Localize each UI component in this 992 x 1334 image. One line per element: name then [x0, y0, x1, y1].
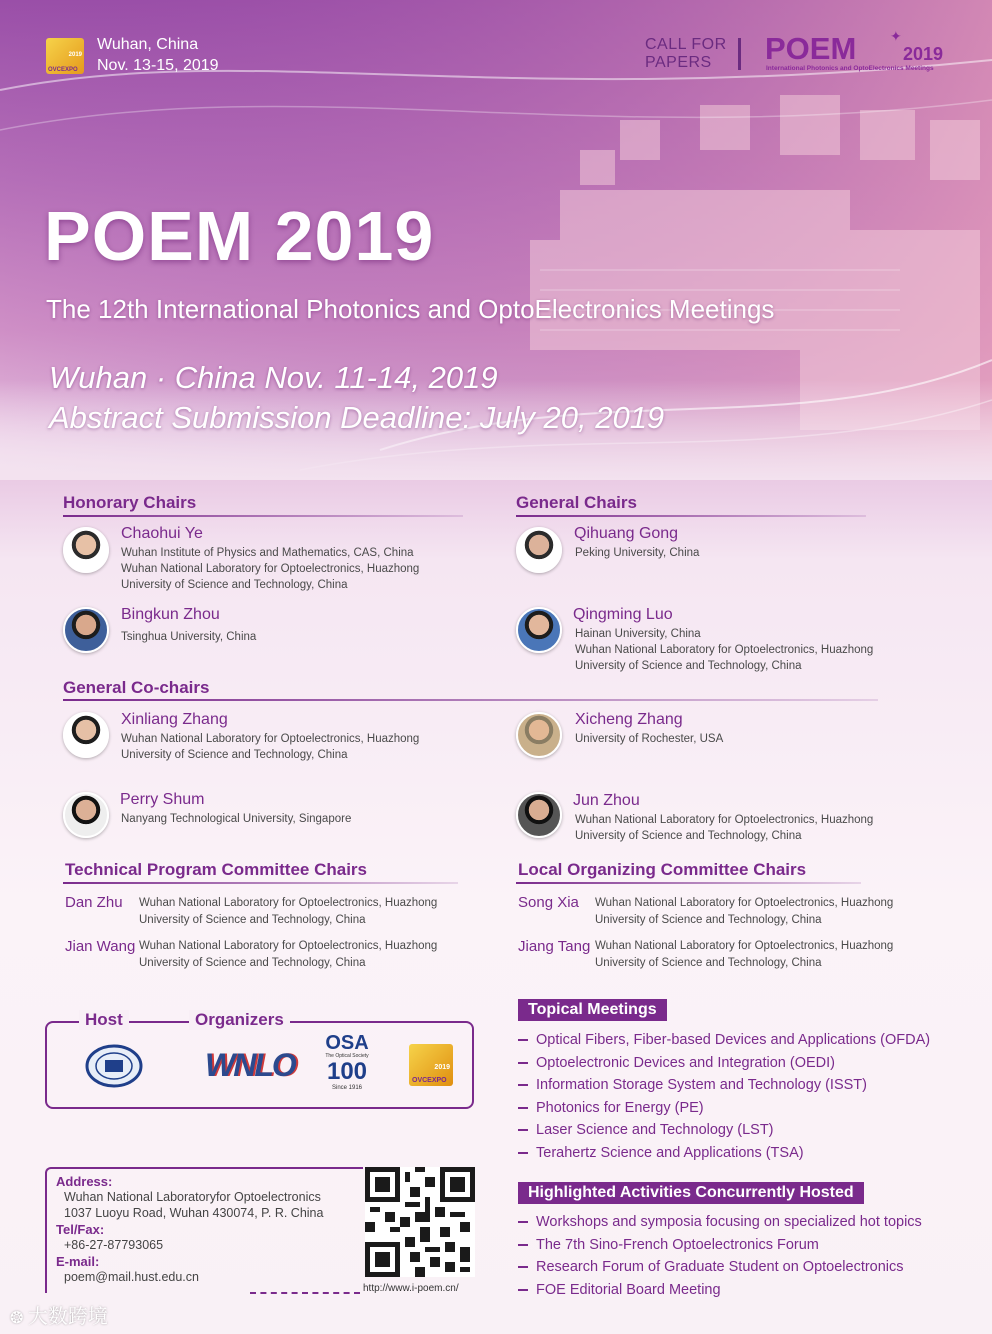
qr-code-icon[interactable] — [365, 1167, 475, 1277]
cfp-line-2: PAPERS — [645, 54, 712, 71]
list-item: FOE Editorial Board Meeting — [518, 1282, 721, 1298]
loc-rule — [516, 882, 861, 884]
affiliation-line: Wuhan National Laboratory for Optoelectronics, Huazhong — [575, 644, 874, 656]
osa-100: 100 — [326, 1058, 368, 1085]
affiliation-line: Hainan University, China — [575, 628, 701, 640]
website-link[interactable]: http://www.i-poem.cn/ — [363, 1283, 459, 1294]
person-affiliation — [121, 545, 419, 593]
avatar — [516, 792, 562, 838]
affiliation-line: Wuhan National Laboratory for Optoelectronics, Huazhong — [139, 940, 438, 952]
person-affiliation — [139, 895, 437, 928]
person-name: Qingming Luo — [573, 606, 673, 623]
email-value[interactable]: poem@mail.hust.edu.cn — [64, 1270, 199, 1284]
list-item: Optical Fibers, Fiber-based Devices and Applications (OFDA) — [518, 1032, 930, 1048]
avatar — [63, 712, 109, 758]
list-item: Photonics for Energy (PE) — [518, 1100, 704, 1116]
wnlo-logo: WNLO — [205, 1047, 295, 1083]
co-chairs-rule — [63, 699, 878, 701]
poem-logo-subtitle: International Photonics and OptoElectronics Meetings — [766, 65, 934, 72]
ovc-expo-logo — [46, 38, 84, 74]
hust-seal-icon — [85, 1044, 143, 1088]
affiliation-line: Wuhan National Laboratory for Optoelectronics, Huazhong — [121, 733, 420, 745]
ovc-expo-logo — [409, 1044, 453, 1086]
affiliation-line: Wuhan Institute of Physics and Mathematics, CAS, China — [121, 547, 414, 559]
list-item: Workshops and symposia focusing on specialized hot topics — [518, 1214, 922, 1230]
affiliation-line: Wuhan National Laboratory for Optoelectronics, Huazhong — [595, 897, 894, 909]
list-item: Terahertz Science and Applications (TSA) — [518, 1145, 804, 1161]
header-divider — [738, 38, 741, 70]
event-dateline: Wuhan · China Nov. 11-14, 2019 — [49, 360, 498, 395]
expo-location — [97, 34, 219, 76]
person-affiliation — [575, 545, 699, 561]
general-chairs-heading: General Chairs — [516, 493, 637, 512]
expo-logo-year: 2019 — [68, 52, 82, 58]
organizers-label: Organizers — [189, 1010, 290, 1030]
person-affiliation — [575, 626, 873, 674]
page-title: POEM 2019 — [44, 197, 435, 275]
address-line-2: 1037 Luoyu Road, Wuhan 430074, P. R. China — [64, 1206, 324, 1220]
expo-logo-year: 2019 — [434, 1064, 450, 1071]
list-item: Information Storage System and Technology (ISST) — [518, 1077, 867, 1093]
person-name: Chaohui Ye — [121, 525, 203, 542]
person-affiliation — [121, 731, 419, 763]
expo-city: Wuhan, China — [97, 36, 199, 53]
affiliation-line: University of Science and Technology, China — [121, 749, 348, 761]
page-subtitle: The 12th International Photonics and OptoElectronics Meetings — [46, 294, 775, 324]
list-item: Research Forum of Graduate Student on Optoelectronics — [518, 1259, 904, 1275]
affiliation-line: Wuhan National Laboratory for Optoelectronics, Huazhong — [595, 940, 894, 952]
osa-logo — [322, 1033, 372, 1091]
call-for-papers — [645, 36, 727, 72]
address-dashed-rule — [250, 1292, 360, 1294]
person-name: Dan Zhu — [65, 894, 123, 911]
address-line-1: Wuhan National Laboratoryfor Optoelectronics — [64, 1190, 321, 1204]
person-name: Song Xia — [518, 894, 579, 911]
affiliation-line: Wuhan National Laboratory for Optoelectronics, Huazhong — [139, 897, 438, 909]
avatar — [516, 712, 562, 758]
person-affiliation — [139, 938, 437, 971]
activities-heading: Highlighted Activities Concurrently Hosted — [518, 1182, 864, 1204]
affiliation-line: Peking University, China — [575, 547, 700, 559]
affiliation-line: Wuhan National Laboratory for Optoelectronics, Huazhong — [575, 814, 874, 826]
list-item: Optoelectronic Devices and Integration (OEDI) — [518, 1055, 835, 1071]
tpc-chairs-heading: Technical Program Committee Chairs — [65, 860, 367, 879]
address-label: Address: — [56, 1174, 113, 1189]
poem-logo-star-icon: ✦ — [890, 28, 902, 44]
co-chairs-heading: General Co-chairs — [63, 678, 210, 697]
affiliation-line: University of Science and Technology, China — [139, 956, 366, 969]
list-item: The 7th Sino-French Optoelectronics Forum — [518, 1237, 819, 1253]
host-label: Host — [79, 1010, 129, 1030]
osa-name: OSA — [325, 1032, 369, 1054]
affiliation-line: University of Science and Technology, China — [121, 579, 348, 591]
watermark — [10, 1300, 108, 1329]
person-name: Xinliang Zhang — [121, 711, 228, 728]
person-affiliation — [575, 812, 873, 844]
honorary-rule — [63, 515, 463, 517]
affiliation-line: University of Science and Technology, China — [575, 830, 802, 842]
avatar — [63, 607, 109, 653]
honorary-chairs-heading: Honorary Chairs — [63, 493, 197, 512]
osa-since: Since 1916 — [331, 1085, 363, 1091]
avatar — [516, 527, 562, 573]
affiliation-line: University of Science and Technology, China — [575, 660, 802, 672]
abstract-deadline: Abstract Submission Deadline: July 20, 2019 — [49, 400, 665, 435]
person-name: Jun Zhou — [573, 792, 640, 809]
expo-logo-name: OVCEXPO — [412, 1077, 447, 1084]
avatar — [516, 607, 562, 653]
expo-dates: Nov. 13-15, 2019 — [97, 57, 219, 74]
affiliation-line: University of Science and Technology, China — [595, 956, 822, 969]
affiliation-line: Wuhan National Laboratory for Optoelectronics, Huazhong — [121, 563, 420, 575]
osa-tagline: The Optical Society — [325, 1053, 369, 1059]
affiliation-line: University of Science and Technology, China — [139, 913, 366, 926]
list-item: Laser Science and Technology (LST) — [518, 1122, 774, 1138]
email-label: E-mail: — [56, 1254, 100, 1269]
affiliation-line: Nanyang Technological University, Singapore — [121, 813, 352, 825]
tel-label: Tel/Fax: — [56, 1222, 105, 1237]
affiliation-line: University of Rochester, USA — [575, 733, 724, 745]
poem-logo: POEM — [765, 31, 857, 66]
person-name: Jian Wang — [65, 938, 136, 955]
watermark-text: 大数跨境 — [27, 1306, 108, 1328]
avatar — [63, 792, 109, 838]
tpc-rule — [63, 882, 458, 884]
person-name: Jiang Tang — [518, 938, 591, 955]
loc-chairs-heading: Local Organizing Committee Chairs — [518, 860, 807, 879]
person-affiliation — [121, 629, 256, 645]
tel-value: +86-27-87793065 — [64, 1238, 164, 1252]
general-rule — [516, 515, 866, 517]
expo-logo-name: OVCEXPO — [48, 67, 78, 73]
person-affiliation — [595, 895, 893, 928]
poem-logo-year: 2019 — [903, 44, 944, 64]
person-affiliation — [595, 938, 893, 971]
person-affiliation — [121, 811, 351, 827]
avatar — [63, 527, 109, 573]
affiliation-line: University of Science and Technology, China — [595, 913, 822, 926]
person-affiliation — [575, 731, 723, 747]
person-name: Perry Shum — [120, 791, 205, 808]
watermark-logo-icon: ❂ — [10, 1310, 28, 1327]
affiliation-line: Tsinghua University, China — [121, 631, 257, 643]
topical-meetings-heading: Topical Meetings — [518, 999, 667, 1021]
person-name: Qihuang Gong — [574, 525, 679, 542]
cfp-line-1: CALL FOR — [645, 36, 727, 53]
person-name: Xicheng Zhang — [575, 711, 683, 728]
person-name: Bingkun Zhou — [121, 606, 220, 623]
